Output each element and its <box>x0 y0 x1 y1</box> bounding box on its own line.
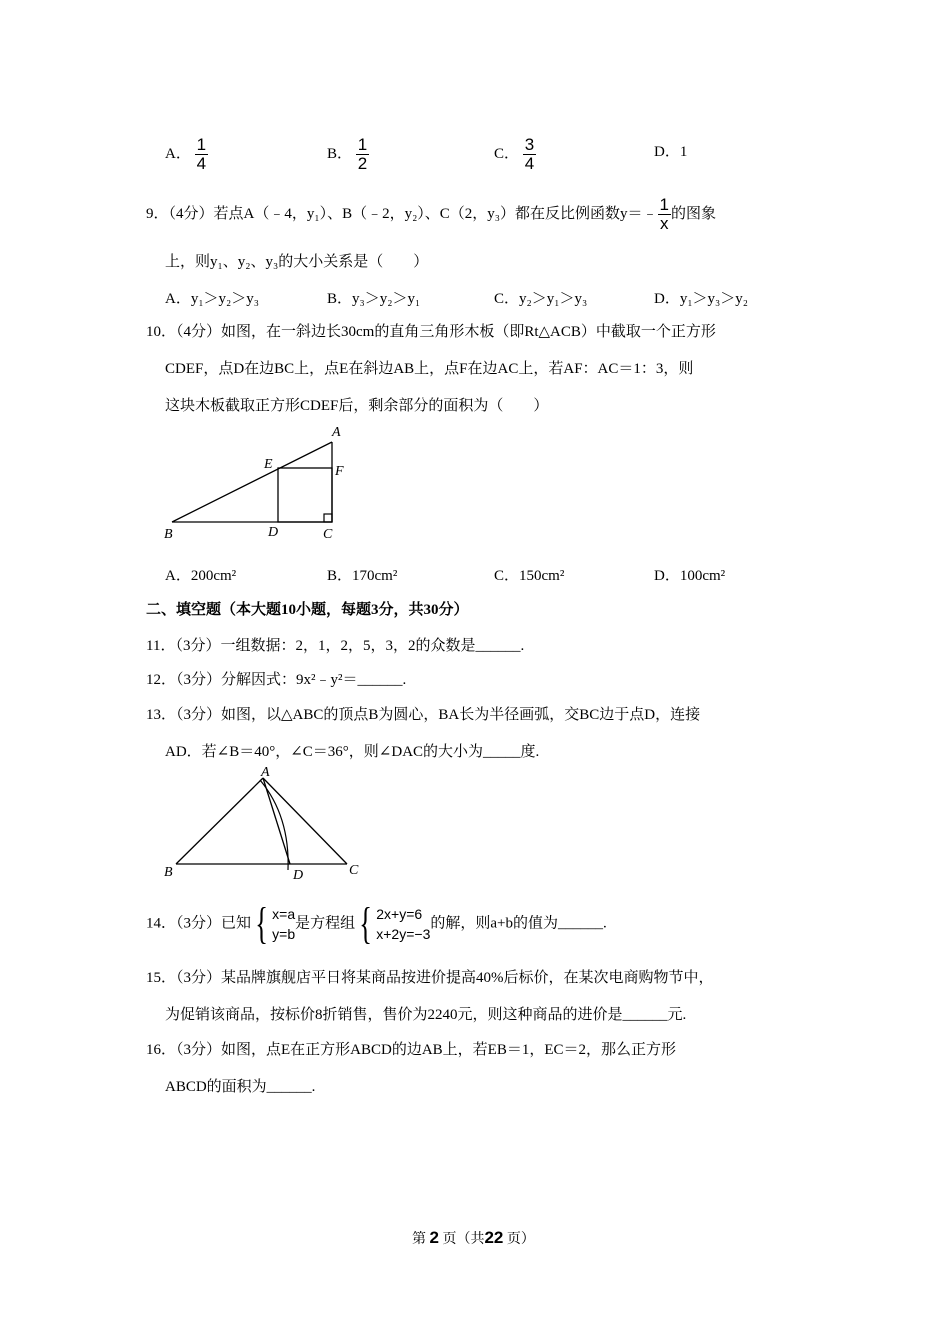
label-e: E <box>264 457 273 472</box>
q9-line2: 上，则y₁、y₂、y₃的大小关系是（ ） <box>165 254 429 270</box>
brace: { <box>359 899 373 948</box>
footer-middle: 页（共 <box>442 1232 485 1247</box>
total-pages: 22 <box>484 1228 504 1247</box>
q8-option-c <box>494 136 536 173</box>
label-f: F <box>335 464 344 479</box>
system-2 <box>376 904 430 944</box>
q13-line1: 13．（3分）如图，以△ABC的顶点B为圆心，BA长为半径画弧，交BC边于点D，连接 <box>146 707 701 723</box>
q9-option-a: A．y₁＞y₂＞y₃ <box>165 291 260 307</box>
q14-suffix: 的解，则a+b的值为______. <box>430 915 607 932</box>
q8-option-a <box>165 136 208 173</box>
q10-option-a: A．200cm² <box>165 568 237 584</box>
option-label: A． <box>165 145 191 162</box>
label-c: C <box>323 527 333 542</box>
option-label: B． <box>327 145 353 162</box>
side-ab <box>176 778 263 864</box>
q9-line1 <box>146 196 716 233</box>
page-footer <box>412 1228 535 1248</box>
q10-line3: 这块木板截取正方形CDEF后，剩余部分的面积为（ ） <box>165 398 549 414</box>
system-2-line-1: 2x+y=6 <box>376 906 423 922</box>
q9-option-d: D．y₁＞y₃＞y₂ <box>654 291 749 307</box>
denominator: 4 <box>196 154 207 173</box>
q14-mid: 是方程组 <box>295 915 356 932</box>
numerator: 3 <box>524 135 535 154</box>
numerator: 1 <box>659 195 670 214</box>
q13-line2: AD．若∠B＝40°，∠C＝36°，则∠DAC的大小为_____度. <box>165 744 540 760</box>
brace: { <box>255 899 268 948</box>
label-b: B <box>164 865 173 880</box>
q16-line2: ABCD的面积为______. <box>165 1079 316 1095</box>
label-d: D <box>268 525 279 540</box>
fraction <box>523 136 536 173</box>
q16-line1: 16．（3分）如图，点E在正方形ABCD的边AB上，若EB＝1，EC＝2，那么正方形 <box>146 1042 677 1058</box>
q13-figure <box>160 764 370 886</box>
footer-prefix: 第 <box>412 1232 426 1247</box>
q10-figure <box>160 420 360 545</box>
q9-option-c: C．y₂＞y₁＞y₃ <box>494 291 588 307</box>
denominator: x <box>660 214 669 233</box>
right-angle-mark <box>324 514 332 522</box>
q10-option-c: C．150cm² <box>494 568 565 584</box>
q9-text-end: 的图象 <box>671 205 717 222</box>
section-title: 二、填空题（本大题10小题，每题3分，共30分） <box>146 602 469 618</box>
system-1-line-1: x=a <box>272 906 296 922</box>
fraction <box>356 136 369 173</box>
q14-prefix: 14．（3分）已知 <box>146 915 252 932</box>
hypotenuse-ab <box>172 442 332 522</box>
q9-text: 9．（4分）若点A（﹣4，y₁）、B（﹣2，y₂）、C（2，y₃）都在反比例函数y＝﹣ <box>146 205 658 222</box>
label-b: B <box>164 527 173 542</box>
q8-option-d: D．1 <box>654 144 688 160</box>
q8-option-b <box>327 136 369 173</box>
q10-line1: 10．（4分）如图，在一斜边长30cm的直角三角形木板（即Rt△ACB）中截取一个正方形 <box>146 324 716 340</box>
q9-option-b: B．y₃＞y₂＞y₁ <box>327 291 421 307</box>
q15-line1: 15．（3分）某品牌旗舰店平日将某商品按进价提高40%后标价，在某次电商购物节中， <box>146 970 714 986</box>
q14 <box>146 899 607 948</box>
label-d: D <box>293 868 304 883</box>
system-2-line-2: x+2y=−3 <box>376 926 431 942</box>
denominator: 4 <box>524 154 535 173</box>
q15-line2: 为促销该商品，按标价8折销售，售价为2240元，则这种商品的进价是______元. <box>165 1007 687 1023</box>
label-a: A <box>332 425 341 440</box>
denominator: 2 <box>357 154 368 173</box>
fraction <box>195 136 208 173</box>
q12: 12．（3分）分解因式：9x²﹣y²＝______. <box>146 672 407 688</box>
system-1 <box>272 904 295 944</box>
q10-line2: CDEF，点D在边BC上，点E在斜边AB上，点F在边AC上，若AF：AC＝1：3，则 <box>165 361 694 377</box>
q11: 11．（3分）一组数据：2，1，2，5，3，2的众数是______. <box>146 638 525 654</box>
label-a: A <box>261 765 270 780</box>
numerator: 1 <box>196 135 207 154</box>
q10-option-b: B．170cm² <box>327 568 398 584</box>
footer-suffix: 页） <box>506 1232 535 1247</box>
fraction <box>658 196 671 233</box>
system-1-line-2: y=b <box>272 926 296 942</box>
page-number: 2 <box>429 1228 439 1247</box>
option-label: C． <box>494 145 520 162</box>
label-c: C <box>349 863 359 878</box>
numerator: 1 <box>357 135 368 154</box>
q10-option-d: D．100cm² <box>654 568 726 584</box>
side-ac <box>263 778 347 864</box>
arc <box>260 780 288 870</box>
